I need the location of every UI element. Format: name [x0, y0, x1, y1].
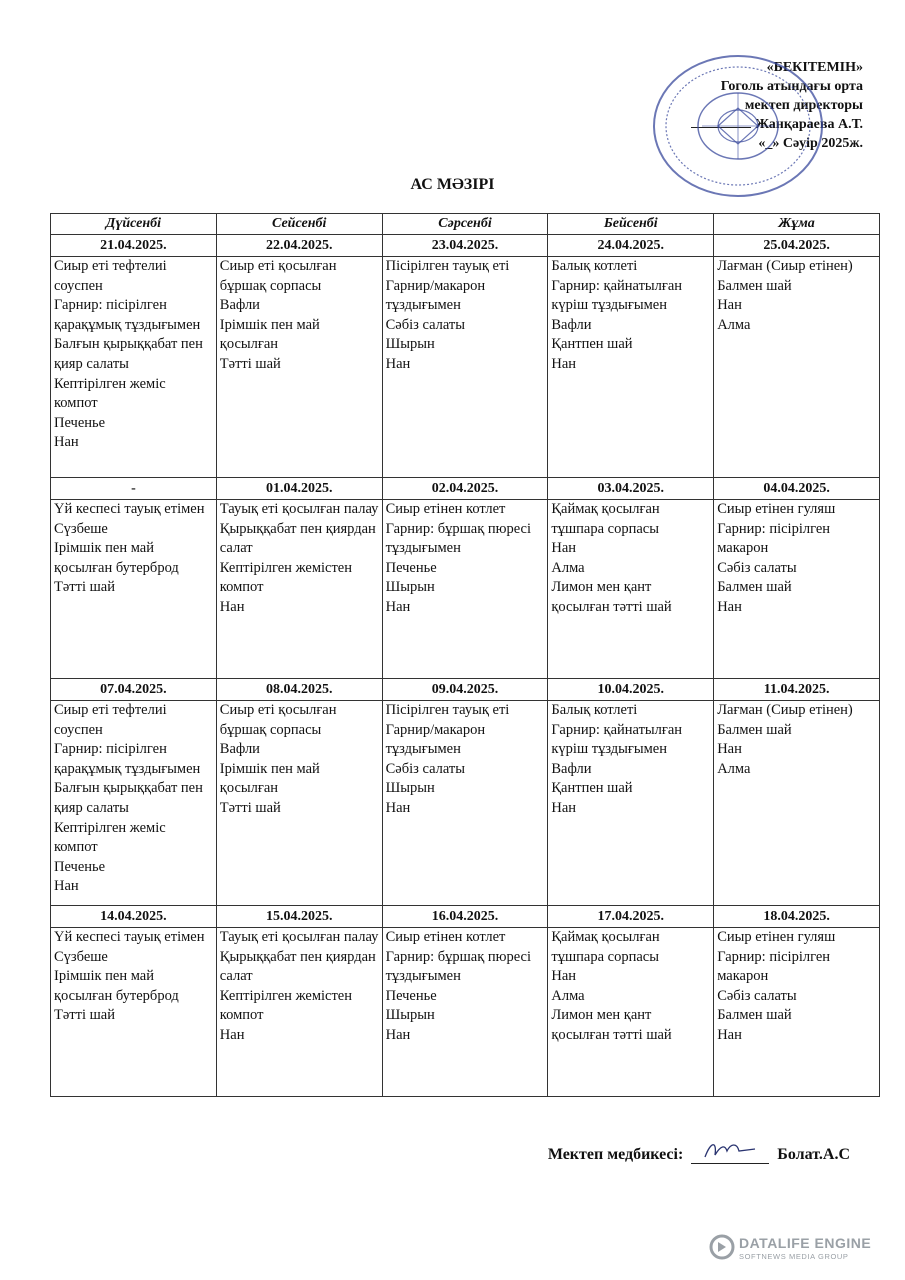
meal-cell: [548, 257, 714, 478]
day-header: Бейсенбі: [548, 214, 714, 235]
day-header: Жұма: [714, 214, 880, 235]
meal-item: Ірімшік пен май қосылған: [219, 760, 320, 797]
watermark: [709, 1232, 879, 1266]
approval-position: мектеп директоры: [744, 98, 863, 113]
nurse-name: Болат.А.С: [777, 1146, 850, 1163]
approval-sign-line: [691, 127, 751, 128]
meal-item: Сүзбеше: [54, 948, 108, 965]
meal-cell: [382, 257, 548, 478]
meal-item: Тауық еті қосылған палау: [219, 501, 379, 517]
meal-item: Қырыққабат пен қиярдан салат: [219, 520, 376, 557]
meal-item: Балғын қырыққабат пен қияр салаты: [54, 336, 203, 372]
date-cell: 25.04.2025.: [714, 235, 880, 257]
meal-item: Лағман (Сиыр етінен): [717, 258, 853, 274]
meal-item: Нан: [219, 1026, 245, 1043]
day-header-row: [51, 214, 880, 235]
day-header: Дүйсенбі: [51, 214, 217, 235]
date-cell: 14.04.2025.: [51, 906, 217, 928]
meal-item: Нан: [54, 878, 79, 895]
date-cell: 18.04.2025.: [714, 906, 880, 928]
meal-item: Нан: [385, 598, 411, 615]
meal-item: Нан: [54, 434, 79, 451]
meal-item: Гарнир: қайнатылған күріш тұздығымен: [551, 277, 683, 314]
meal-item: Ірімшік пен май қосылған бутерброд: [54, 540, 179, 576]
meal-item: Сүзбеше: [54, 520, 108, 537]
meal-item: Вафли: [551, 316, 592, 333]
meal-cell: [548, 928, 714, 1097]
meal-cell: [382, 701, 548, 906]
meal-item: Тәтті шай: [54, 1007, 115, 1024]
meal-item: Сәбіз салаты: [717, 987, 797, 1004]
meal-cell: [51, 257, 217, 478]
meal-cell: [51, 701, 217, 906]
date-cell: 23.04.2025.: [382, 235, 548, 257]
meal-item: Нан: [385, 799, 411, 816]
nurse-label: Мектеп медбикесі:: [547, 1146, 684, 1163]
meal-item: Балық котлеті: [551, 258, 638, 274]
meal-item: Вафли: [551, 760, 592, 777]
meal-item: Лимон мен қант қосылған тәтті шай: [551, 1007, 672, 1043]
signature-line: [691, 1145, 769, 1164]
meal-item: Вафли: [219, 297, 260, 314]
meal-item: Алма: [551, 559, 585, 576]
meal-item: Үй кеспесі тауық етімен: [54, 929, 205, 945]
meal-item: Қантпен шай: [551, 336, 633, 353]
meal-item: Ірімшік пен май қосылған: [219, 316, 320, 353]
meal-item: Балмен шай: [717, 1007, 792, 1024]
meal-item: Қантпен шай: [551, 780, 633, 797]
date-cell: 09.04.2025.: [382, 679, 548, 701]
meal-item: Балмен шай: [717, 721, 792, 738]
meal-item: Нан: [717, 741, 742, 758]
meal-item: Вафли: [219, 741, 260, 758]
meal-item: Шырын: [385, 579, 435, 596]
meal-item: Қаймақ қосылған тұшпара сорпасы: [551, 929, 660, 965]
menu-table: [50, 213, 880, 1097]
meal-item: Сәбіз салаты: [385, 316, 466, 333]
meal-cell: [216, 257, 382, 478]
meals-row: [51, 928, 880, 1097]
meal-item: Сиыр етінен гуляш: [717, 501, 836, 517]
meal-cell: [216, 701, 382, 906]
approval-block: [653, 58, 863, 153]
meal-item: Сиыр етінен котлет: [385, 501, 506, 517]
meal-item: Нан: [717, 598, 742, 615]
meal-cell: [382, 500, 548, 679]
day-header: Сейсенбі: [216, 214, 382, 235]
meal-item: Сиыр еті қосылған бұршақ сорпасы: [219, 702, 337, 738]
meal-item: Печенье: [385, 559, 437, 576]
meal-item: Гарнир: пісірілген макарон: [717, 520, 831, 557]
meal-item: Кептірілген жемістен компот: [219, 559, 353, 596]
meal-item: Қаймақ қосылған тұшпара сорпасы: [551, 501, 660, 537]
date-cell: 10.04.2025.: [548, 679, 714, 701]
meal-item: Нан: [385, 1026, 411, 1043]
meal-item: Нан: [551, 540, 577, 557]
approval-director-name: Жанқараева А.Т.: [755, 117, 863, 132]
meal-item: Кептірілген жемістен компот: [219, 987, 353, 1024]
meal-item: Шырын: [385, 336, 435, 353]
date-cell: 02.04.2025.: [382, 478, 548, 500]
date-cell: 21.04.2025.: [51, 235, 217, 257]
meal-item: Алма: [717, 760, 751, 777]
date-cell: 03.04.2025.: [548, 478, 714, 500]
meal-item: Сиыр еті тефтелиі соуспен: [54, 258, 167, 294]
meal-item: Пісірілген тауық еті: [385, 702, 510, 718]
watermark-subtitle: SOFTNEWS MEDIA GROUP: [739, 1252, 849, 1261]
day-header: Сәрсенбі: [382, 214, 548, 235]
meal-item: Лағман (Сиыр етінен): [717, 702, 853, 718]
meal-item: Қырыққабат пен қиярдан салат: [219, 948, 376, 985]
meal-item: Шырын: [385, 780, 435, 797]
meal-item: Сәбіз салаты: [385, 760, 466, 777]
watermark-title: DATALIFE ENGINE: [739, 1235, 872, 1251]
meal-cell: [51, 928, 217, 1097]
meal-item: Шырын: [385, 1007, 435, 1024]
approval-date: «_» Сәуір 2025ж.: [758, 136, 863, 151]
meal-cell: [51, 500, 217, 679]
date-cell: 16.04.2025.: [382, 906, 548, 928]
meal-cell: [216, 928, 382, 1097]
datalife-logo-icon: [709, 1234, 735, 1260]
meal-item: Гарнир: бұршақ пюресі тұздығымен: [385, 520, 531, 557]
date-cell: 24.04.2025.: [548, 235, 714, 257]
meal-item: Гарнир: пісірілген қарақұмық тұздығымен: [54, 297, 201, 333]
meal-item: Тәтті шай: [219, 799, 281, 816]
meal-cell: [382, 928, 548, 1097]
meal-item: Сиыр еті қосылған бұршақ сорпасы: [219, 258, 337, 294]
meal-cell: [548, 500, 714, 679]
meal-cell: [216, 500, 382, 679]
meals-row: [51, 500, 880, 679]
meal-item: Печенье: [54, 858, 106, 875]
meal-item: Гарнир: пісірілген қарақұмық тұздығымен: [54, 741, 201, 777]
meal-cell: [548, 701, 714, 906]
meal-item: Нан: [551, 799, 577, 816]
nurse-signature: [548, 1145, 850, 1164]
date-cell: 17.04.2025.: [548, 906, 714, 928]
meals-row: [51, 257, 880, 478]
handwritten-signature-icon: [703, 1137, 759, 1163]
meal-item: Лимон мен қант қосылған тәтті шай: [551, 579, 672, 615]
meal-cell: [714, 500, 880, 679]
meal-item: Кептірілген жеміс компот: [54, 819, 166, 856]
date-row: [51, 478, 880, 500]
meal-item: Нан: [385, 355, 411, 372]
meal-item: Сиыр еті тефтелиі соуспен: [54, 702, 167, 738]
date-cell: 08.04.2025.: [216, 679, 382, 701]
date-cell: 07.04.2025.: [51, 679, 217, 701]
meal-item: Балық котлеті: [551, 702, 638, 718]
meal-item: Алма: [717, 316, 751, 333]
meal-item: Ірімшік пен май қосылған бутерброд: [54, 968, 179, 1004]
meal-item: Балғын қырыққабат пен қияр салаты: [54, 780, 203, 816]
meal-item: Пісірілген тауық еті: [385, 258, 510, 274]
meal-item: Гарнир: бұршақ пюресі тұздығымен: [385, 948, 531, 985]
meal-item: Гарнир: қайнатылған күріш тұздығымен: [551, 721, 683, 758]
meal-item: Печенье: [385, 987, 437, 1004]
meal-item: Сиыр етінен котлет: [385, 929, 506, 945]
meal-item: Тауық еті қосылған палау: [219, 929, 379, 945]
approval-school: Гоголь атындағы орта: [720, 79, 863, 94]
meal-cell: [714, 701, 880, 906]
meal-item: Балмен шай: [717, 579, 792, 596]
meal-item: Тәтті шай: [54, 579, 115, 596]
meal-item: Балмен шай: [717, 277, 792, 294]
meal-item: Печенье: [54, 414, 106, 431]
date-cell: 01.04.2025.: [216, 478, 382, 500]
meal-item: Нан: [551, 968, 577, 985]
date-cell: 04.04.2025.: [714, 478, 880, 500]
date-cell: 11.04.2025.: [714, 679, 880, 701]
date-cell: 15.04.2025.: [216, 906, 382, 928]
meal-item: Нан: [717, 297, 742, 314]
date-row: [51, 679, 880, 701]
meal-item: Нан: [219, 598, 245, 615]
meal-item: Кептірілген жеміс компот: [54, 375, 166, 412]
approval-heading: «БЕКІТЕМІН»: [766, 60, 863, 75]
meal-cell: [714, 928, 880, 1097]
date-row: [51, 235, 880, 257]
menu-body: [51, 235, 880, 1097]
meal-item: Гарнир: пісірілген макарон: [717, 948, 831, 985]
meal-item: Нан: [717, 1026, 742, 1043]
meal-item: Алма: [551, 987, 585, 1004]
meal-item: Сәбіз салаты: [717, 559, 797, 576]
meals-row: [51, 701, 880, 906]
meal-item: Тәтті шай: [219, 355, 281, 372]
date-cell: -: [51, 478, 217, 500]
approval-director: [653, 115, 863, 134]
meal-item: Үй кеспесі тауық етімен: [54, 501, 205, 517]
page-title: АС МӘЗІРІ: [410, 176, 495, 193]
meal-item: Гарнир/макарон тұздығымен: [385, 277, 486, 314]
meal-item: Сиыр етінен гуляш: [717, 929, 836, 945]
date-cell: 22.04.2025.: [216, 235, 382, 257]
meal-item: Нан: [551, 355, 577, 372]
date-row: [51, 906, 880, 928]
meal-cell: [714, 257, 880, 478]
meal-item: Гарнир/макарон тұздығымен: [385, 721, 486, 758]
